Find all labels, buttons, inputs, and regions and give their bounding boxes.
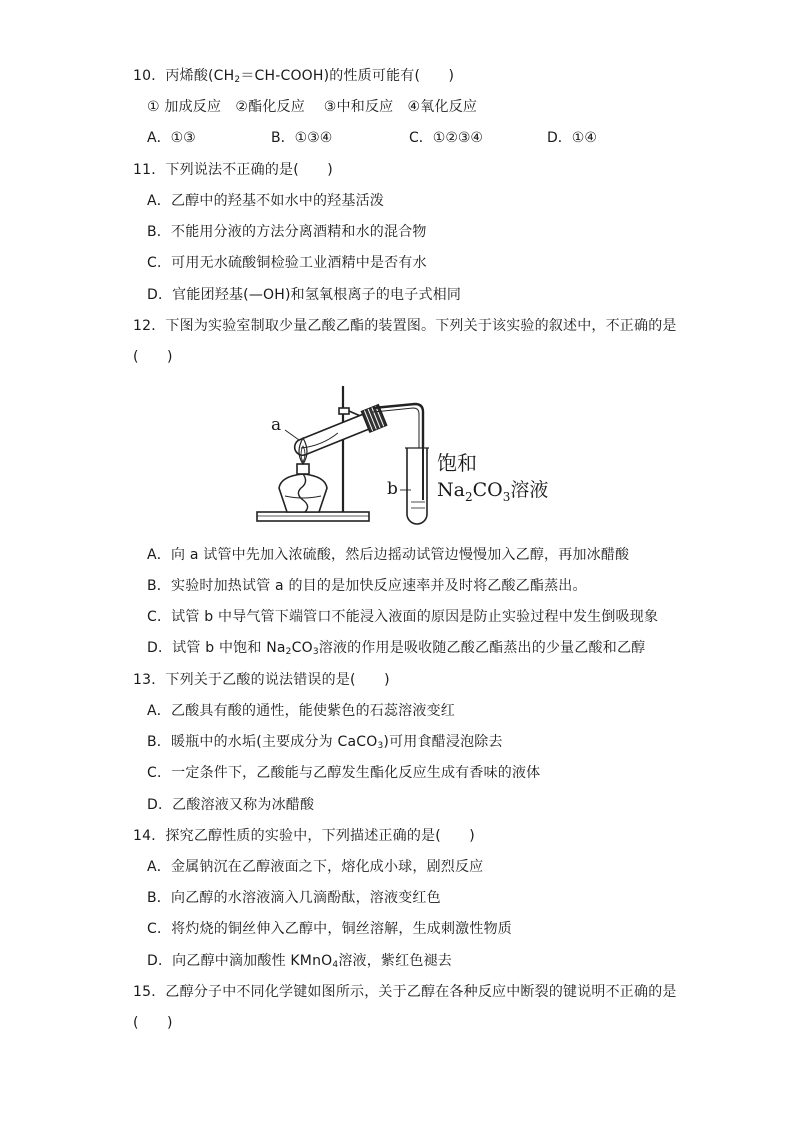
q13-stem: 13．下列关于乙酸的说法错误的是( ): [133, 672, 390, 688]
ester-apparatus-figure: [255, 378, 565, 528]
q11-option-b: B．不能用分液的方法分离酒精和水的混合物: [147, 224, 427, 240]
q15-stem-line1: 15．乙醇分子中不同化学键如图所示，关于乙醇在各种反应中断裂的键说明不正确的是: [133, 984, 677, 1000]
label-na2co3-solution: $Na_2CO_3$溶液: [437, 479, 549, 504]
q10-option-b: B．①③④: [271, 130, 333, 146]
q10-option-d: D．①④: [547, 130, 597, 146]
q13-option-a: A．乙酸具有酸的通性，能使紫色的石蕊溶液变红: [147, 703, 455, 719]
q10-stem: 10．丙烯酸$(CH_2=CH-COOH)$的性质可能有( ): [133, 68, 455, 85]
q10-option-a: A．①③: [147, 130, 196, 146]
apparatus-diagram: [255, 378, 565, 528]
q12-stem-line1: 12．下图为实验室制取少量乙酸乙酯的装置图。下列关于该实验的叙述中，不正确的是: [133, 318, 677, 334]
alcohol-lamp: [279, 474, 327, 512]
q14-stem: 14．探究乙醇性质的实验中，下列描述正确的是( ): [133, 828, 475, 844]
q14-option-d: D．向乙醇中滴加酸性 KMnO$_4$溶液，紫红色褪去: [147, 953, 452, 970]
q11-option-a: A．乙醇中的羟基不如水中的羟基活泼: [147, 193, 384, 209]
q14-option-a: A．金属钠沉在乙醇液面之下，熔化成小球，剧烈反应: [147, 859, 484, 875]
q12-option-d: D．试管 b 中饱和 $Na_2CO_3$溶液的作用是吸收随乙酸乙酯蒸出的少量乙酸和乙醇: [147, 640, 646, 657]
q14-option-c: C．将灼烧的铜丝伸入乙醇中，铜丝溶解，生成刺激性物质: [147, 921, 512, 937]
q15-stem-line2: ( ): [133, 1015, 173, 1031]
q12-option-b: B．实验时加热试管 a 的目的是加快反应速率并及时将乙酸乙酯蒸出。: [147, 578, 587, 594]
q10-option-c: C．①②③④: [409, 130, 483, 146]
q14-option-b: B．向乙醇的水溶液滴入几滴酚酞，溶液变红色: [147, 890, 441, 906]
q11-stem: 11．下列说法不正确的是( ): [133, 162, 333, 178]
label-saturated: 饱和: [437, 451, 477, 475]
q10-items: ① 加成反应 ②酯化反应 ③中和反应 ④氧化反应: [147, 99, 478, 115]
q13-option-b: B．暖瓶中的水垢(主要成分为 CaCO$_3$)可用食醋浸泡除去: [147, 734, 503, 751]
q11-option-c: C．可用无水硫酸铜检验工业酒精中是否有水: [147, 255, 427, 271]
label-b: b: [387, 479, 398, 499]
q13-option-d: D．乙酸溶液又称为冰醋酸: [147, 797, 315, 813]
q12-option-a: A．向 a 试管中先加入浓硫酸，然后边摇动试管边慢慢加入乙醇，再加冰醋酸: [147, 547, 630, 563]
q11-option-d: D．官能团羟基(—OH)和氢氧根离子的电子式相同: [147, 287, 462, 303]
label-a: a: [271, 415, 282, 435]
q13-option-c: C．一定条件下，乙酸能与乙醇发生酯化反应生成有香味的液体: [147, 765, 541, 781]
q12-stem-line2: ( ): [133, 349, 173, 365]
stand-base: [257, 512, 369, 521]
q12-option-c: C．试管 b 中导气管下端管口不能浸入液面的原因是防止实验过程中发生倒吸现象: [147, 609, 659, 625]
